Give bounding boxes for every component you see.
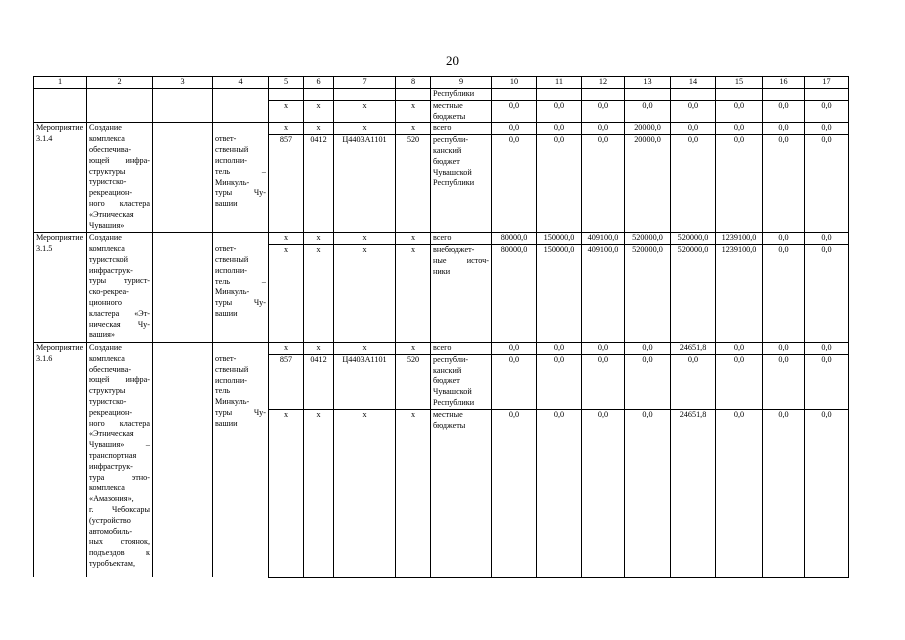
column-header: 6 — [304, 77, 334, 89]
funding-source: местные бюджеты — [431, 409, 492, 577]
table-row: x x x x местные бюджеты 0,0 0,0 0,0 0,0 24651,8 0,0 0,0 0,0 — [34, 409, 849, 577]
measure-code: Мероприятие 3.1.6 — [34, 342, 87, 577]
column-header: 17 — [805, 77, 849, 89]
column-header: 7 — [334, 77, 396, 89]
table-row: Мероприятие 3.1.5 Создание комплекса туристской инфраструк- туры турист- ско-рекреа- ционного кластера «Эт- ническая Чу- вашия» ответ- ственный исполни- тель – Минкуль- туры Чу- вашии x x x x всего 80000,0 150000,0 409100,0 520000,0 520000,0 1239100,0 0,0 0,0 — [34, 233, 849, 245]
funding-source: местные бюджеты — [431, 100, 492, 123]
header-row — [34, 77, 849, 89]
column-header: 4 — [213, 77, 269, 89]
funding-source: всего — [431, 233, 492, 245]
responsible-executor: ответ- ственный исполни- тель Минкуль- туры Чу- вашии — [213, 342, 269, 577]
funding-source: республи- канский бюджет Чувашской Республики — [431, 354, 492, 409]
table-row: Мероприятие 3.1.6 Создание комплекса обеспечива- ющей инфра- структуры туристско- рекреацион- ного кластера «Этническая Чувашия» – транспортная инфраструк- тура этно- комплекса «Амазония», г. Чебоксары (устройство автомобиль- ных стоянок, подъездов к туробъектам, ответ- ственный исполни- тель Минкуль- туры Чу- вашии x x x x всего 0,0 0,0 0,0 0,0 24651,8 0,0 0,0 0,0 — [34, 342, 849, 354]
column-header: 3 — [153, 77, 213, 89]
table-row — [34, 89, 849, 101]
table-row: 857 0412 Ц4403А1101 520 республи- канский бюджет Чувашской Республики 0,0 0,0 0,0 20000,0 0,0 0,0 0,0 0,0 — [34, 135, 849, 233]
measure-description: Создание комплекса туристской инфраструк- туры турист- ско-рекреа- ционного кластера «Эт- ническая Чу- вашия» — [87, 233, 153, 343]
column-header: 11 — [537, 77, 582, 89]
table-row: x x x x внебюджет- ные источ- ники 80000,0 150000,0 409100,0 520000,0 520000,0 1239100,0 0,0 0,0 — [34, 244, 849, 342]
column-header: 1 — [34, 77, 87, 89]
responsible-executor: ответ- ственный исполни- тель – Минкуль- туры Чу- вашии — [213, 123, 269, 233]
column-header: 14 — [671, 77, 716, 89]
responsible-executor: ответ- ственный исполни- тель – Минкуль- туры Чу- вашии — [213, 233, 269, 343]
column-header: 9 — [431, 77, 492, 89]
measure-code: Мероприятие 3.1.4 — [34, 123, 87, 233]
column-header: 10 — [492, 77, 537, 89]
funding-source: Республики — [431, 89, 492, 101]
column-header: 13 — [625, 77, 671, 89]
column-header: 15 — [716, 77, 763, 89]
measure-description: Создание комплекса обеспечива- ющей инфра- структуры туристско- рекреацион- ного кластера «Этническая Чувашия» — [87, 123, 153, 233]
page-number: 20 — [446, 53, 459, 68]
budget-table — [33, 76, 849, 578]
column-header: 12 — [582, 77, 625, 89]
funding-source: внебюджет- ные источ- ники — [431, 244, 492, 342]
funding-source: всего — [431, 123, 492, 135]
table-row: Мероприятие 3.1.4 Создание комплекса обеспечива- ющей инфра- структуры туристско- рекреацион- ного кластера «Этническая Чувашия» ответ- ственный исполни- тель – Минкуль- туры Чу- вашии x x x x всего 0,0 0,0 0,0 20000,0 0,0 0,0 0,0 0,0 — [34, 123, 849, 135]
funding-source: всего — [431, 342, 492, 354]
column-header: 16 — [763, 77, 805, 89]
measure-description: Создание комплекса обеспечива- ющей инфра- структуры туристско- рекреацион- ного кластера «Этническая Чувашия» – транспортная инфраструк- тура этно- комплекса «Амазония», г. Чебоксары (устройство автомобиль- ных стоянок, подъездов к туробъектам, — [87, 342, 153, 577]
table-row: x x x x местные бюджеты 0,0 0,0 0,0 0,0 0,0 0,0 0,0 0,0 — [34, 100, 849, 123]
column-header: 5 — [269, 77, 304, 89]
column-header: 8 — [396, 77, 431, 89]
table-row: 857 0412 Ц4403А1101 520 республи- канский бюджет Чувашской Республики 0,0 0,0 0,0 0,0 0,0 0,0 0,0 0,0 — [34, 354, 849, 409]
column-header: 2 — [87, 77, 153, 89]
measure-code: Мероприятие 3.1.5 — [34, 233, 87, 343]
funding-source: республи- канский бюджет Чувашской Республики — [431, 135, 492, 233]
